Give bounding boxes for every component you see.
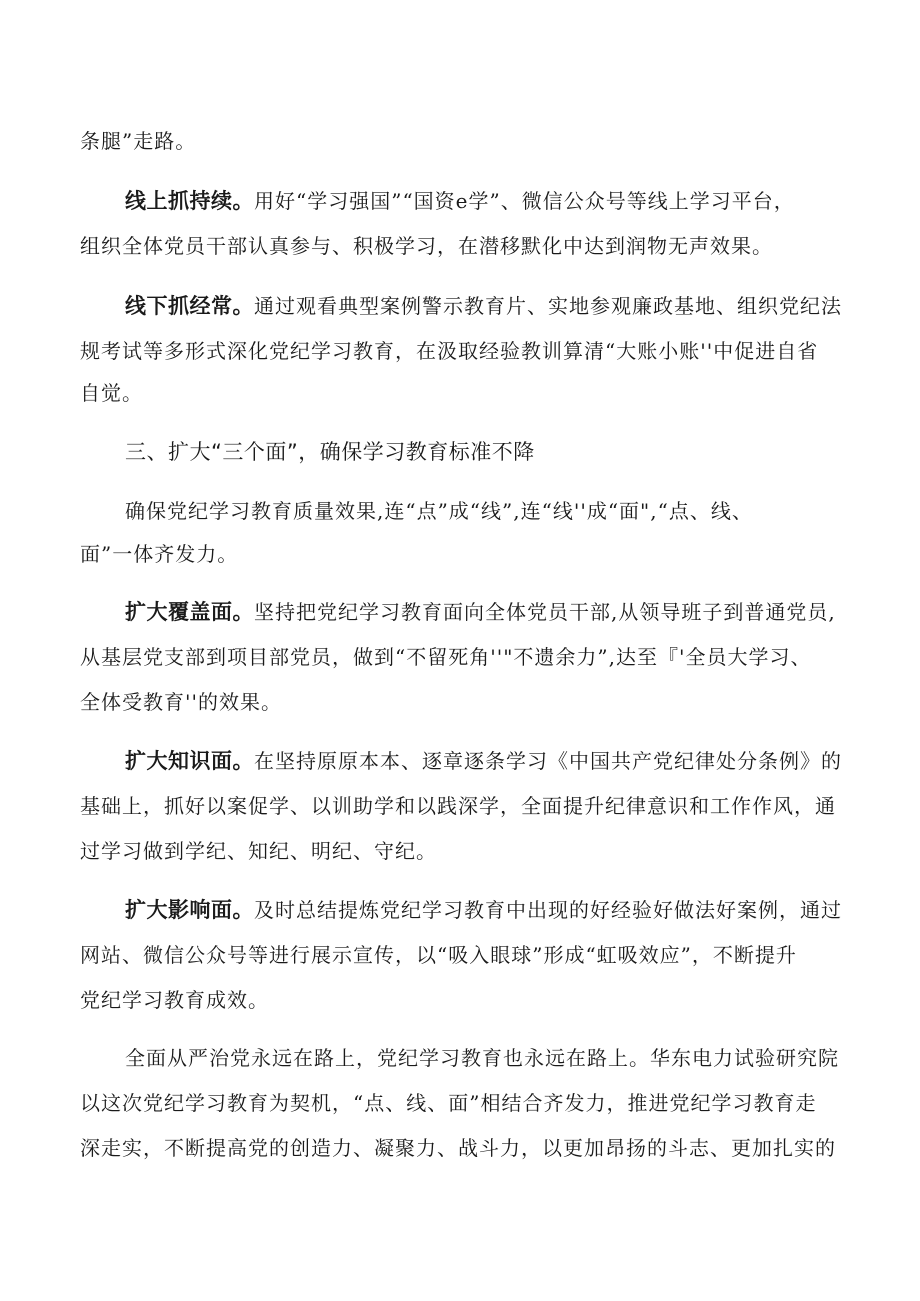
paragraph-offline-line: 规考试等多形式深化党纪学习教育，在汲取经验教训算清“大账小账''中促进自省 xyxy=(80,339,819,363)
paragraph-text: 通过观看典型案例警示教育片、实地参观廉政基地、组织党纪法 xyxy=(254,294,842,318)
paragraph-knowledge-line xyxy=(125,746,842,776)
paragraph-text: 坚持把党纪学习教育面向全体党员干部,从领导班子到普通党员, xyxy=(254,600,836,624)
paragraph-knowledge-line: 基础上，抓好以案促学、以训助学和以践深学，全面提升纪律意识和工作作风，通 xyxy=(80,794,836,818)
lead-knowledge: 扩大知识面。 xyxy=(125,749,254,773)
paragraph-intro-line: 确保党纪学习教育质量效果,连“点”成“线”,连“线''成“面",“点、线、 xyxy=(125,499,753,523)
paragraph-influence-line: 网站、微信公众号等进行展示宣传，以“吸入眼球”形成“虹吸效应”，不断提升 xyxy=(80,943,797,967)
paragraph-conclusion-line: 全面从严治党永远在路上，党纪学习教育也永远在路上。华东电力试验研究院 xyxy=(125,1046,839,1070)
paragraph-text: 及时总结提炼党纪学习教育中出现的好经验好做法好案例，通过 xyxy=(254,898,842,922)
paragraph-coverage-line: 从基层党支部到项目部党员，做到“不留死角''"不遗余力”,达至『'全员大学习、 xyxy=(80,645,812,669)
paragraph-offline-line xyxy=(125,291,842,321)
lead-online: 线上抓持续。 xyxy=(125,189,254,213)
paragraph-text: 在坚持原原本本、逐章逐条学习《中国共产党纪律处分条例》的 xyxy=(254,749,842,773)
paragraph-fragment: 条腿”走路。 xyxy=(80,129,197,153)
paragraph-conclusion-line: 深走实，不断提高党的创造力、凝聚力、战斗力，以更加昂扬的斗志、更加扎实的 xyxy=(80,1136,836,1160)
paragraph-text: 用好“学习强国”“国资e学”、微信公众号等线上学习平台， xyxy=(254,189,795,213)
paragraph-influence-line xyxy=(125,895,842,925)
paragraph-knowledge-line: 过学习做到学纪、知纪、明纪、守纪。 xyxy=(80,839,437,863)
lead-coverage: 扩大覆盖面。 xyxy=(125,600,254,624)
paragraph-online-line xyxy=(125,186,795,216)
paragraph-conclusion-line: 以这次党纪学习教育为契机，“点、线、面”相结合齐发力，推进党纪学习教育走 xyxy=(80,1091,817,1115)
lead-offline: 线下抓经常。 xyxy=(125,294,254,318)
paragraph-offline-line: 自觉。 xyxy=(80,381,143,405)
paragraph-intro-line: 面”一体齐发力。 xyxy=(80,542,239,566)
section-heading: 三、扩大“三个面”，确保学习教育标准不降 xyxy=(125,440,535,464)
paragraph-coverage-line: 全体受教育''的效果。 xyxy=(80,690,282,714)
paragraph-influence-line: 党纪学习教育成效。 xyxy=(80,988,269,1012)
lead-influence: 扩大影响面。 xyxy=(125,898,254,922)
paragraph-coverage-line xyxy=(125,597,836,627)
paragraph-online-line: 组织全体党员干部认真参与、积极学习，在潜移默化中达到润物无声效果。 xyxy=(80,234,773,258)
